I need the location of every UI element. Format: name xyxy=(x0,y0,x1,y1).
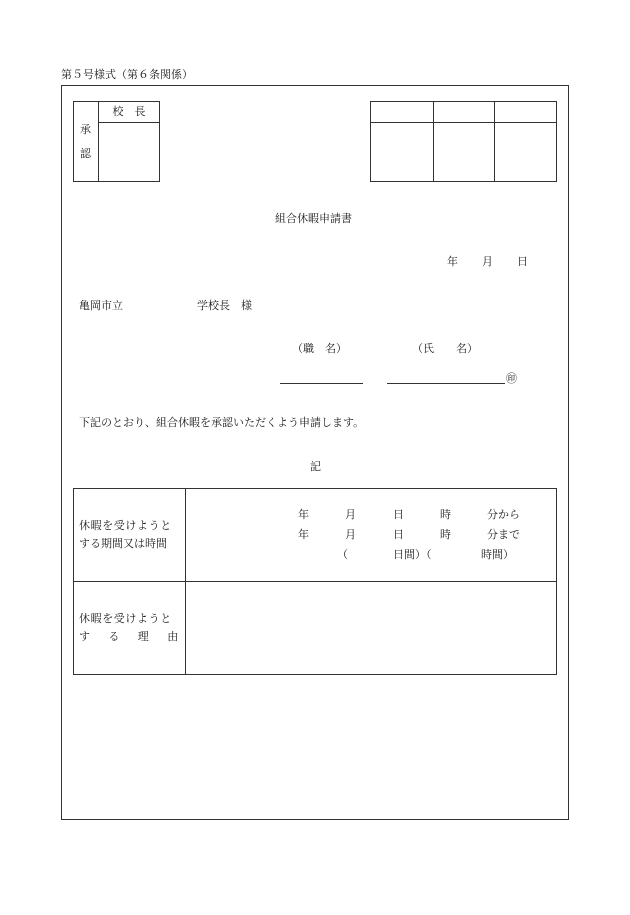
duration-hours: 時間） xyxy=(481,548,514,561)
from-day: 日 xyxy=(393,508,404,521)
to-year: 年 xyxy=(298,528,309,541)
document-title: 組合休暇申請書 xyxy=(275,212,352,225)
to-day: 日 xyxy=(393,528,404,541)
request-text: 下記のとおり、組合休暇を承認いただくよう申請します。 xyxy=(79,416,365,429)
stamp-grid-header-line xyxy=(370,122,557,123)
approval-label-1: 承 xyxy=(80,123,91,136)
date-day: 日 xyxy=(517,255,528,268)
to-minute: 分まで xyxy=(487,528,520,541)
approval-label-2: 認 xyxy=(80,147,91,160)
document-frame xyxy=(61,85,569,820)
period-label-line2: する期間又は時間 xyxy=(79,537,167,550)
name-line[interactable] xyxy=(387,383,505,384)
seal-mark: ㊞ xyxy=(506,372,517,385)
to-month: 月 xyxy=(345,528,356,541)
form-number: 第５号様式（第６条関係） xyxy=(61,68,193,81)
reason-input-area[interactable] xyxy=(187,583,556,674)
stamp-grid-divider-2 xyxy=(494,101,495,182)
principal-label: 校 長 xyxy=(112,105,146,118)
addressee-city-school: 亀岡市立 xyxy=(79,299,123,312)
leave-table-row-divider xyxy=(73,581,557,582)
addressee-principal: 学校長 様 xyxy=(197,299,252,312)
ki-heading: 記 xyxy=(310,460,321,473)
reason-label-line2: す る 理 由 xyxy=(79,630,182,643)
position-line[interactable] xyxy=(280,383,363,384)
from-minute: 分から xyxy=(487,508,520,521)
date-year: 年 xyxy=(447,255,458,268)
duration-days: 日間）（ xyxy=(393,548,432,561)
period-label-line1: 休暇を受けようと xyxy=(79,519,172,532)
reason-label-line1: 休暇を受けようと xyxy=(79,612,172,625)
duration-open-paren: （ xyxy=(337,548,348,561)
from-year: 年 xyxy=(298,508,309,521)
stamp-grid xyxy=(370,101,557,182)
principal-stamp-cell[interactable] xyxy=(99,123,159,181)
date-month: 月 xyxy=(482,255,493,268)
position-label: （職 名） xyxy=(292,342,347,355)
from-hour: 時 xyxy=(440,508,451,521)
to-hour: 時 xyxy=(440,528,451,541)
stamp-grid-divider-1 xyxy=(433,101,434,182)
name-label: （氏 名） xyxy=(412,342,478,355)
from-month: 月 xyxy=(345,508,356,521)
